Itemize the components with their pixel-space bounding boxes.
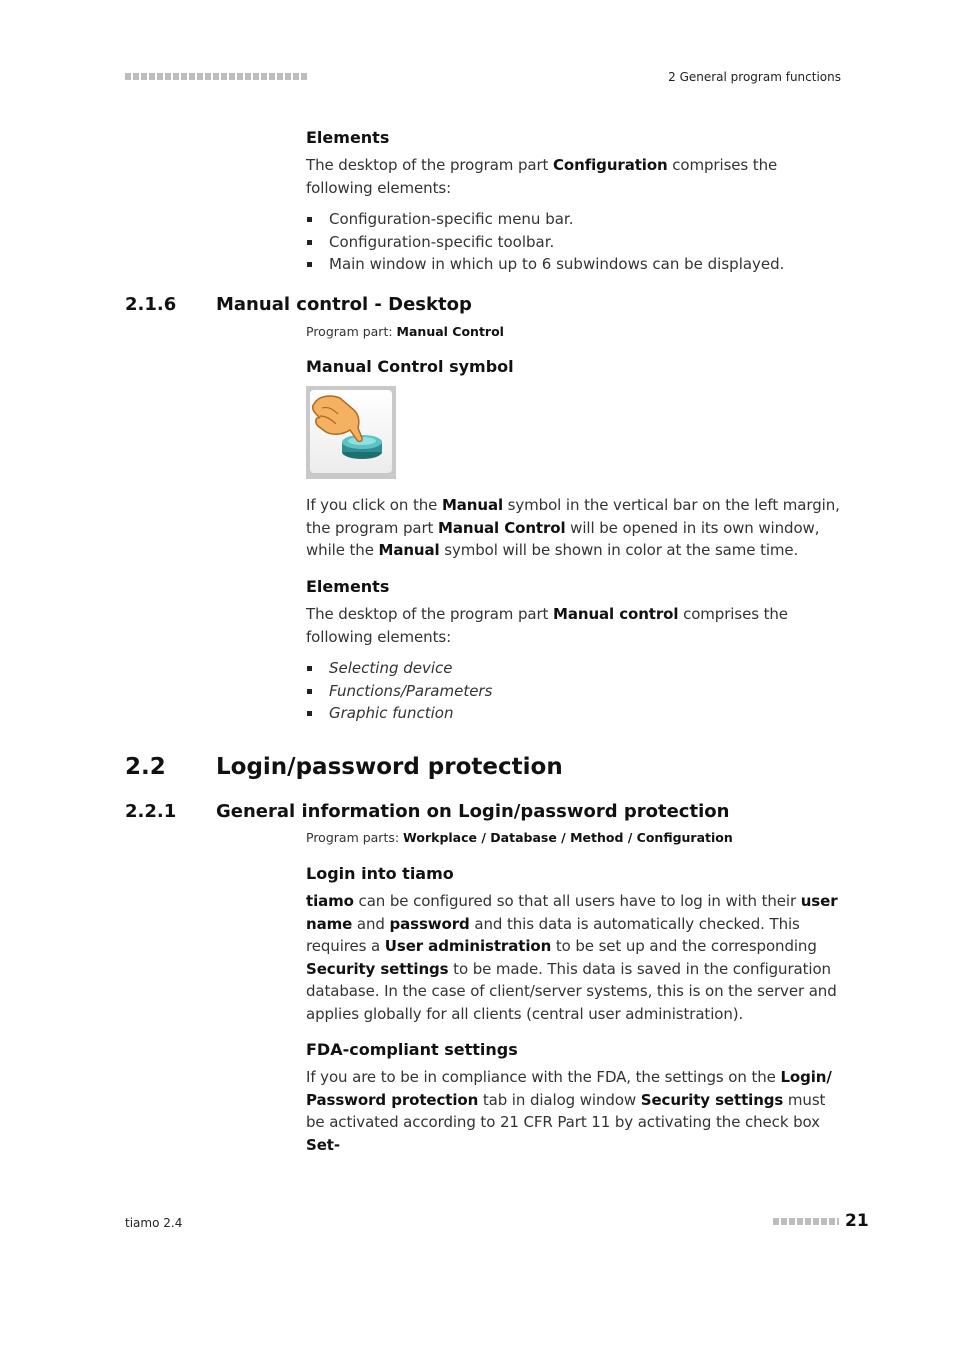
list-item: Selecting device — [306, 657, 841, 680]
fda-paragraph: If you are to be in compliance with the FDA, the settings on the Login/ Password protection tab in dialog window Security settings must be activated according to 21 CFR Part 11 by activating the check box Set- — [306, 1068, 832, 1154]
list-item: Functions/Parameters — [306, 680, 841, 703]
header-decoration — [125, 73, 307, 80]
elements-list-2 — [306, 657, 841, 725]
elements-heading-1: Elements — [306, 128, 390, 147]
section-title-2-2-1: General information on Login/password protection — [216, 801, 730, 822]
program-part-2-2-1: Program parts: Workplace / Database / Method / Configuration — [306, 830, 733, 845]
list-item: Configuration-specific toolbar. — [306, 231, 841, 254]
running-header: 2 General program functions — [668, 70, 841, 84]
manual-symbol-paragraph: If you click on the Manual symbol in the vertical bar on the left margin, the program part Manual Control will be opened in its own window, while the Manual symbol will be shown in color at the same time. — [306, 496, 840, 559]
section-number-2-2-1: 2.2.1 — [125, 801, 177, 822]
section-title-2-1-6: Manual control - Desktop — [216, 294, 472, 315]
elements-list-1 — [306, 208, 841, 276]
list-item: Graphic function — [306, 702, 841, 725]
section-number-2-1-6: 2.1.6 — [125, 294, 177, 315]
elements-intro-1: The desktop of the program part Configuration comprises the following elements: — [306, 156, 778, 197]
login-heading: Login into tiamo — [306, 864, 454, 883]
footer-decoration — [773, 1218, 839, 1225]
elements-intro-2: The desktop of the program part Manual control comprises the following elements: — [306, 605, 788, 646]
login-paragraph: tiamo can be configured so that all users have to log in with their user name and password and this data is automatically checked. This requires a User administration to be set up and the corresponding Security settings to be made. This data is saved in the configuration database. In the case of client/server systems, this is on the server and applies globally for all clients (central user administration). — [306, 892, 838, 1023]
elements-heading-2: Elements — [306, 577, 390, 596]
page-number: 21 — [845, 1211, 869, 1231]
section-number-2-2: 2.2 — [125, 754, 166, 780]
list-item: Main window in which up to 6 subwindows can be displayed. — [306, 253, 841, 276]
fda-heading: FDA-compliant settings — [306, 1040, 518, 1059]
symbol-heading: Manual Control symbol — [306, 357, 514, 376]
section-title-2-2: Login/password protection — [216, 754, 563, 780]
list-item: Configuration-specific menu bar. — [306, 208, 841, 231]
program-part-2-1-6: Program part: Manual Control — [306, 324, 504, 339]
manual-control-hand-button-icon — [306, 386, 396, 479]
footer-product: tiamo 2.4 — [125, 1216, 183, 1230]
